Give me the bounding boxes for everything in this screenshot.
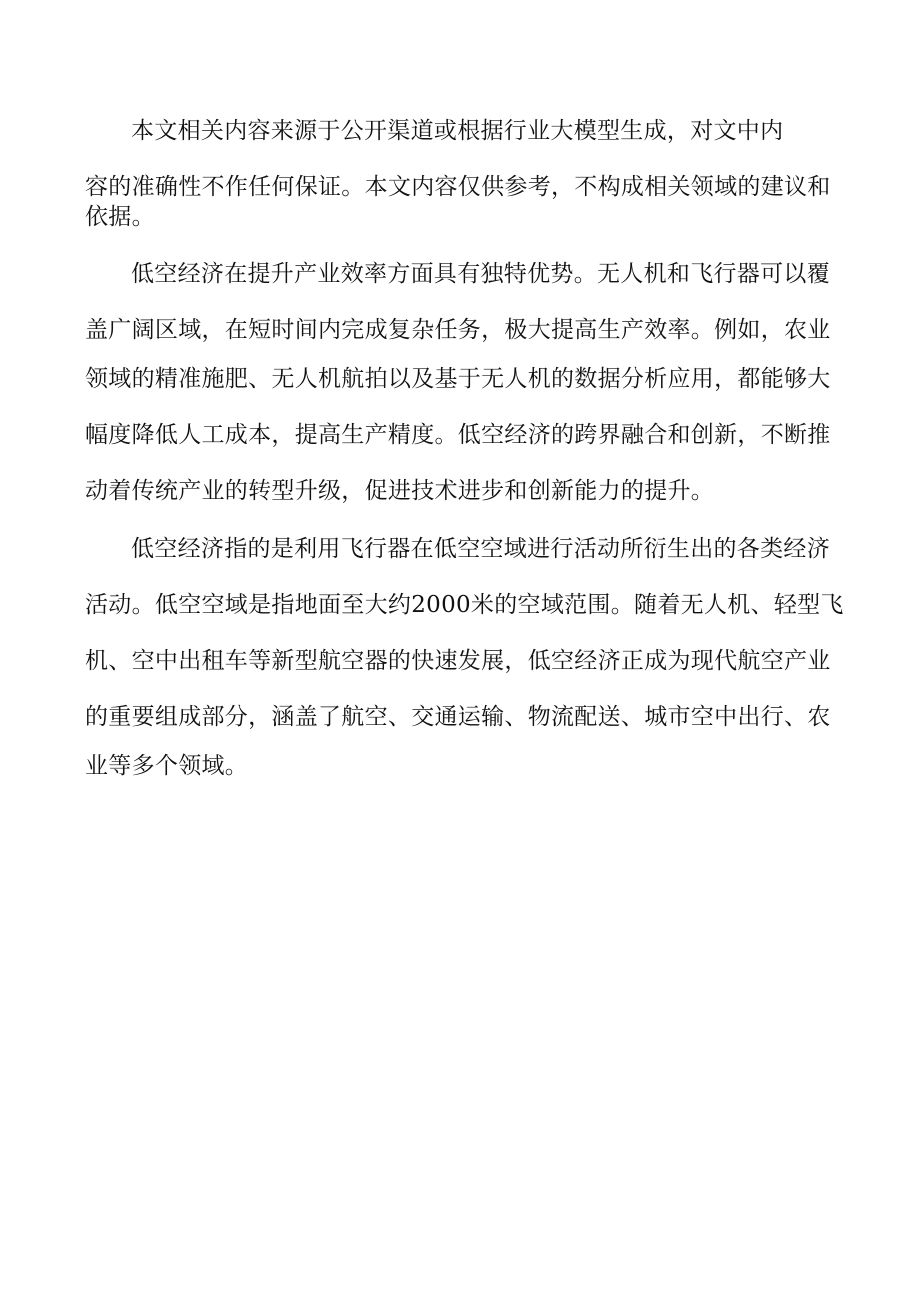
paragraph-1-line-4: 幅度降低人工成本，提高生产精度。低空经济的跨界融合和创新，不断推 <box>85 422 831 448</box>
paragraph-1-line-2: 盖广阔区域，在短时间内完成复杂任务，极大提高生产效率。例如，农业 <box>85 317 831 343</box>
paragraph-2-line-2: 活动。低空空域是指地面至大约2000米的空域范围。随着无人机、轻型飞 <box>85 592 844 618</box>
paragraph-2-line-1: 低空经济指的是利用飞行器在低空空域进行活动所衍生出的各类经济 <box>131 536 830 562</box>
paragraph-1-line-1: 低空经济在提升产业效率方面具有独特优势。无人机和飞行器可以覆 <box>131 261 830 287</box>
paragraph-2-line-5: 业等多个领域。 <box>85 753 249 779</box>
paragraph-2-line-4: 的重要组成部分，涵盖了航空、交通运输、物流配送、城市空中出行、农 <box>85 704 831 730</box>
disclaimer-line-2: 容的准确性不作任何保证。本文内容仅供参考，不构成相关领域的建议和 <box>85 174 831 200</box>
paragraph-1-line-5: 动着传统产业的转型升级，促进技术进步和创新能力的提升。 <box>85 478 715 504</box>
disclaimer-line-3: 依据。 <box>85 204 155 230</box>
paragraph-2-line-3: 机、空中出租车等新型航空器的快速发展，低空经济正成为现代航空产业 <box>85 648 831 674</box>
paragraph-1-line-3: 领域的精准施肥、无人机航拍以及基于无人机的数据分析应用，都能够大 <box>85 366 831 392</box>
disclaimer-line-1: 本文相关内容来源于公开渠道或根据行业大模型生成，对文中内 <box>131 118 784 144</box>
